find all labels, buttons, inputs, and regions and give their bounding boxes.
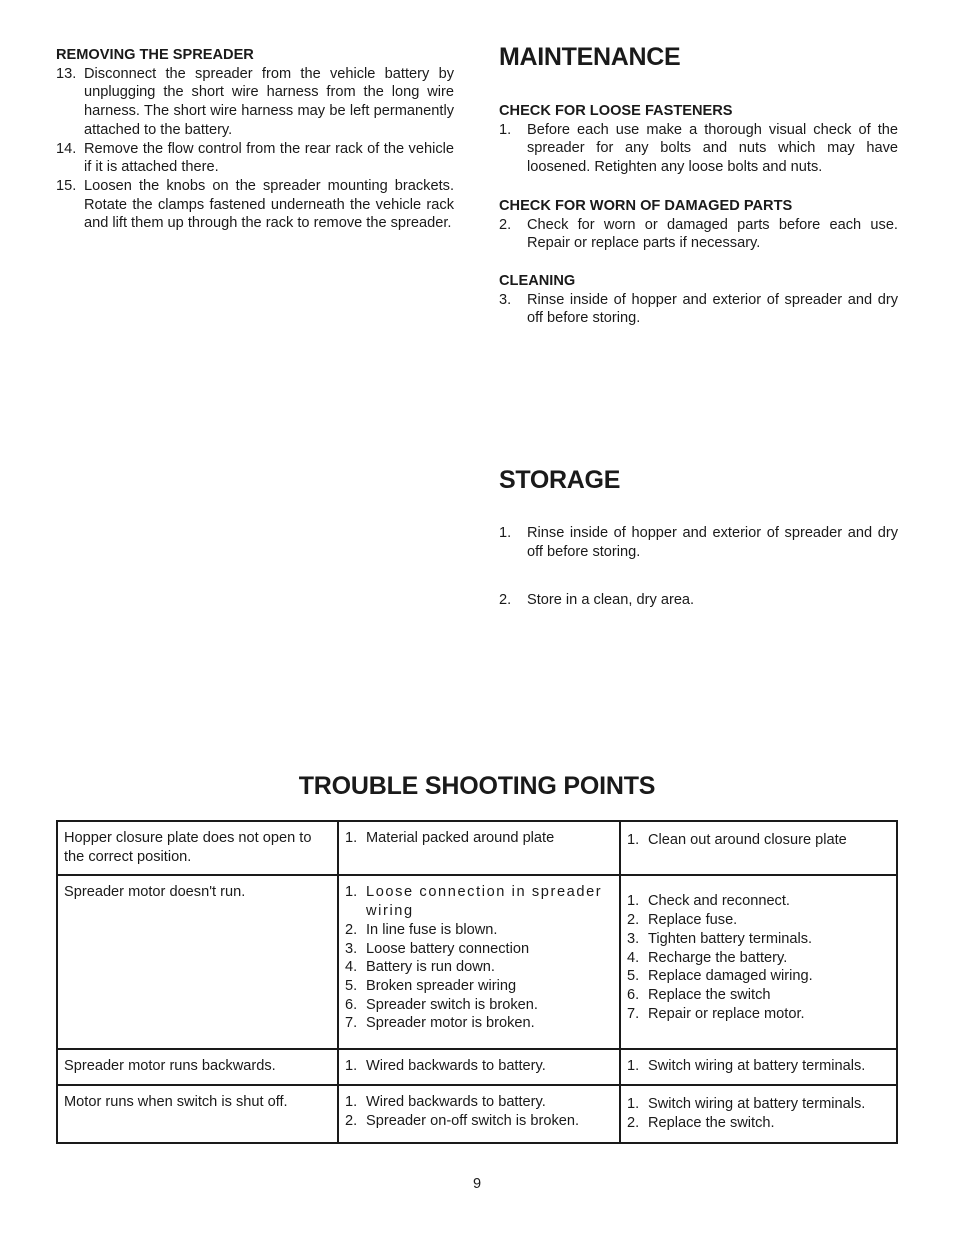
problem-cell: Motor runs when switch is shut off. (57, 1085, 338, 1143)
remedies-cell (620, 1085, 897, 1143)
list-item: 2. In line fuse is blown. (345, 921, 613, 940)
step-number: 14. (56, 140, 77, 157)
removing-step (56, 177, 454, 233)
step-text: Store in a clean, dry area. (527, 592, 695, 608)
cause-text: Loose battery connection (366, 940, 530, 957)
problem-cell: Spreader motor doesn't run. (57, 875, 338, 1049)
causes-cell (338, 1049, 620, 1085)
step-text: Check for worn or damaged parts before each use. Repair or replace parts if necessary. (527, 216, 898, 252)
remedy-text: Replace fuse. (648, 912, 738, 929)
storage-title: STORAGE (499, 466, 621, 494)
cause-text: Spreader motor is broken. (366, 1015, 535, 1032)
remedy-text: Switch wiring at battery terminals. (648, 1096, 866, 1113)
storage-step (499, 524, 898, 561)
cause-text: Wired backwards to battery. (366, 1058, 546, 1075)
section-heading: CHECK FOR LOOSE FASTENERS (499, 103, 733, 119)
maintenance-section-damaged (499, 197, 898, 253)
table-row (57, 1049, 897, 1085)
step-text: Rinse inside of hopper and exterior of spreader and dry off before storing. (527, 291, 898, 327)
step-number: 13. (56, 65, 77, 82)
step-number: 15. (56, 177, 77, 194)
step-number: 1. (499, 121, 512, 138)
section-heading: CLEANING (499, 273, 576, 289)
list-item: 1. Clean out around closure plate (627, 831, 890, 850)
causes-cell (338, 821, 620, 875)
remedy-text: Replace damaged wiring. (648, 968, 813, 985)
cause-text: Battery is run down. (366, 959, 495, 976)
list-item: 2. Replace the switch. (627, 1114, 890, 1133)
trouble-title: TROUBLE SHOOTING POINTS (298, 772, 656, 800)
cause-text: Wired backwards to battery. (366, 1094, 546, 1111)
list-item: 1. Material packed around plate (345, 829, 613, 848)
removing-step (56, 65, 454, 140)
removing-heading: REMOVING THE SPREADER (56, 47, 254, 63)
remedies-cell (620, 1049, 897, 1085)
list-item: 1. Wired backwards to battery. (345, 1057, 613, 1076)
list-item: 2. Spreader on-off switch is broken. (345, 1112, 613, 1131)
problem-cell: Spreader motor runs backwards. (57, 1049, 338, 1085)
step-number: 1. (499, 525, 512, 541)
step-text: Rinse inside of hopper and exterior of spreader and dry off before storing. (527, 525, 898, 560)
step-text: Loosen the knobs on the spreader mounting brackets. Rotate the clamps fastened underneath the vehicle rack and lift them up through the rack to remove the spreader. (84, 177, 454, 232)
step-text: Before each use make a thorough visual check of the spreader for any bolts and nuts which may have loosened. Retighten any loose bolts and nuts. (527, 121, 898, 176)
maintenance-step (499, 121, 898, 177)
maintenance-title-block (499, 42, 898, 72)
causes-cell (338, 1085, 620, 1143)
maintenance-step (499, 291, 898, 328)
remedy-text: Clean out around closure plate (648, 832, 847, 848)
remedy-text: Switch wiring at battery terminals. (648, 1058, 866, 1075)
list-item: 1. Switch wiring at battery terminals. (627, 1095, 890, 1114)
remedy-text: Tighten battery terminals. (648, 930, 813, 947)
storage-step-2 (499, 591, 898, 610)
cause-text: Broken spreader wiring (366, 977, 517, 994)
list-item: 1. Wired backwards to battery. (345, 1093, 613, 1112)
list-item: 4. Battery is run down. (345, 958, 613, 977)
trouble-table (56, 820, 898, 1144)
list-item: 2. Replace fuse. (627, 911, 890, 930)
remedies-cell (620, 875, 897, 1049)
list-item: 6. Replace the switch (627, 986, 890, 1005)
maintenance-section-fasteners (499, 102, 898, 177)
remedy-text: Replace the switch. (648, 1115, 775, 1132)
list-item: 1. Switch wiring at battery terminals. (627, 1057, 890, 1076)
maintenance-title: MAINTENANCE (499, 43, 681, 71)
removing-section (56, 46, 454, 233)
remedies-cell (620, 821, 897, 875)
step-number: 2. (499, 592, 512, 608)
list-item: 5. Replace damaged wiring. (627, 967, 890, 986)
table-row (57, 875, 897, 1049)
maintenance-step (499, 216, 898, 253)
list-item: 3. Tighten battery terminals. (627, 930, 890, 949)
list-item: 5. Broken spreader wiring (345, 977, 613, 996)
storage-step (499, 591, 898, 610)
cause-text: Loose connection in spreader wiring (366, 884, 603, 920)
step-text: Remove the flow control from the rear rack of the vehicle if it is attached there. (84, 140, 454, 176)
removing-step (56, 140, 454, 177)
page-number: 9 (472, 1176, 482, 1192)
storage-step-1 (499, 524, 898, 561)
list-item: 1. Check and reconnect. (627, 892, 890, 911)
maintenance-section-cleaning (499, 272, 898, 328)
table-row (57, 821, 897, 875)
list-item: 6. Spreader switch is broken. (345, 996, 613, 1015)
step-text: Disconnect the spreader from the vehicle battery by unplugging the short wire harness from the long wire harness. The short wire harness may be left permanently attached to the battery. (84, 65, 454, 138)
list-item: 1. Loose connection in spreader wiring (345, 883, 613, 920)
list-item: 4. Recharge the battery. (627, 949, 890, 968)
remedy-text: Recharge the battery. (648, 949, 788, 966)
section-heading: CHECK FOR WORN OF DAMAGED PARTS (499, 198, 793, 214)
cause-text: Spreader on-off switch is broken. (366, 1113, 580, 1130)
step-number: 2. (499, 216, 512, 233)
storage-title-block (499, 465, 898, 495)
causes-cell (338, 875, 620, 1049)
table-row (57, 1085, 897, 1143)
problem-cell: Hopper closure plate does not open to the correct position. (57, 821, 338, 875)
remedy-text: Check and reconnect. (648, 893, 790, 910)
list-item: 7. Repair or replace motor. (627, 1005, 890, 1024)
cause-text: In line fuse is blown. (366, 921, 498, 938)
list-item: 3. Loose battery connection (345, 940, 613, 959)
cause-text: Material packed around plate (366, 830, 555, 846)
step-number: 3. (499, 291, 512, 308)
list-item: 7. Spreader motor is broken. (345, 1014, 613, 1033)
remedy-text: Repair or replace motor. (648, 1005, 805, 1022)
cause-text: Spreader switch is broken. (366, 996, 538, 1013)
remedy-text: Replace the switch (648, 986, 771, 1003)
